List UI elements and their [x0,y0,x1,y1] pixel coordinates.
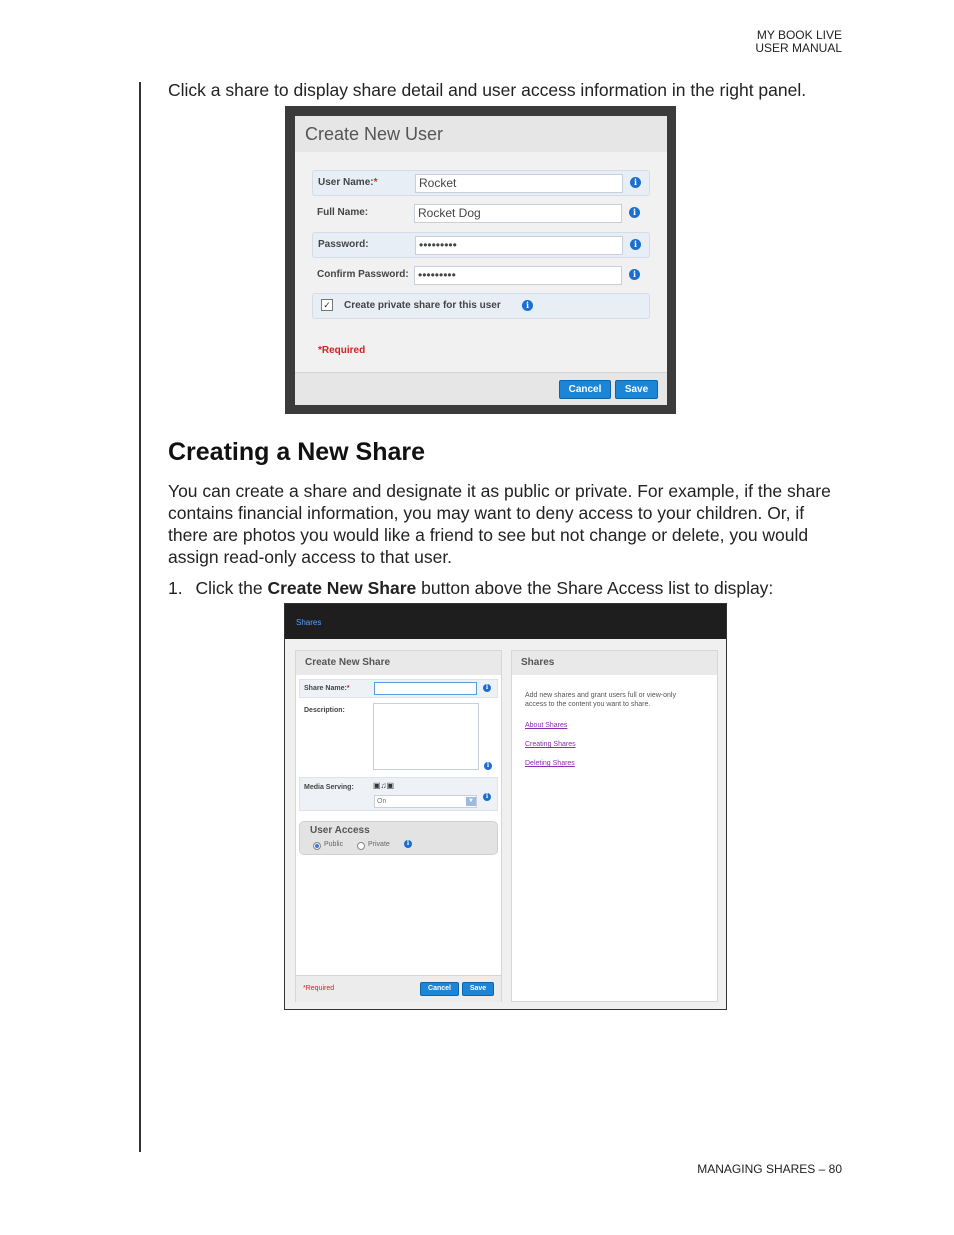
footer-section: MANAGING SHARES [697,1162,816,1176]
info-icon[interactable]: i [483,793,491,801]
create-user-screenshot [285,106,676,414]
media-serving-row [299,777,498,811]
password-row [312,232,650,258]
shares-tab[interactable]: Shares [296,618,322,627]
media-serving-select[interactable]: On [374,795,477,808]
create-share-panel [295,650,502,1002]
create-share-button-bar [296,975,501,1002]
step-text-bold: Create New Share [267,578,417,598]
margin-rule [139,82,141,1152]
creating-shares-link[interactable]: Creating Shares [525,741,576,748]
share-name-input[interactable] [374,682,477,695]
full-name-row [312,201,648,225]
info-icon[interactable]: i [630,177,641,188]
full-name-input[interactable]: Rocket Dog [414,204,622,223]
section-body: You can create a share and designate it as public or private. For example, if the share contains financial information, you may want to deny access to your children. Or, if there are photos you would like a friend to see but not change or delete, you would assign read-only access to that user. [168,481,831,567]
private-label: Private [368,841,390,848]
cancel-button[interactable]: Cancel [559,380,611,399]
header-line-1: MY BOOK LIVE [756,28,842,42]
confirm-password-input[interactable]: ••••••••• [414,266,622,285]
cancel-button[interactable]: Cancel [420,982,459,996]
public-label: Public [324,841,344,848]
section-heading: Creating a New Share [168,438,426,466]
create-user-button-bar [295,372,667,405]
user-name-input[interactable]: Rocket [415,174,623,193]
shares-help-text: Add new shares and grant users full or view-only access to the content you want to share. [525,692,676,708]
create-share-screenshot [284,603,727,1010]
intro-paragraph: Click a share to display share detail and user access information in the right panel. [168,80,807,100]
password-label: Password: [318,239,369,250]
private-share-row [312,293,650,319]
info-icon[interactable]: i [484,762,492,770]
create-user-panel [295,116,667,404]
confirm-password-label: Confirm Password: [317,269,409,280]
save-button[interactable]: Save [462,982,494,996]
description-textarea[interactable] [373,703,479,770]
create-user-title: Create New User [295,116,667,152]
description-label: Description: [304,707,345,714]
private-radio[interactable] [357,842,365,850]
share-name-row [299,679,498,698]
media-serving-label: Media Serving: [304,784,354,791]
create-share-title: Create New Share [296,651,501,675]
share-name-label: Share Name:* [304,685,350,692]
password-input[interactable]: ••••••••• [415,236,623,255]
user-access-title: User Access [310,825,370,836]
info-icon[interactable]: i [522,300,533,311]
full-name-label: Full Name: [317,207,369,218]
info-icon[interactable]: i [629,269,640,280]
info-icon[interactable]: i [630,239,641,250]
media-type-icons: ▣♫▣ [373,781,395,790]
user-name-label: User Name:* [318,177,378,188]
info-icon[interactable]: i [629,207,640,218]
private-share-label: Create private share for this user [344,300,501,311]
top-bar [285,604,726,639]
info-icon[interactable]: i [483,684,491,692]
save-button[interactable]: Save [615,380,658,399]
step-text-pre: Click the [195,578,268,598]
info-icon[interactable]: i [404,840,412,848]
user-access-box [299,821,498,855]
confirm-password-row [312,263,648,287]
step-text-post: button above the Share Access list to display: [416,578,774,598]
shares-help-panel [511,650,718,1002]
user-name-row [312,170,650,196]
chevron-down-icon[interactable]: ▼ [466,797,476,806]
about-shares-link[interactable]: About Shares [525,722,568,729]
step-number: 1. [168,578,183,598]
page-number: 80 [828,1162,842,1176]
running-header [755,29,842,55]
header-line-2: USER MANUAL [755,41,842,55]
step-1 [168,577,848,599]
public-radio[interactable] [313,842,321,850]
private-share-checkbox[interactable]: ✓ [321,299,333,311]
shares-help-title: Shares [512,651,717,675]
required-note: *Required [303,985,335,992]
footer-separator: – [815,1162,829,1176]
required-note: *Required [318,345,366,356]
running-footer [697,1162,842,1176]
deleting-shares-link[interactable]: Deleting Shares [525,760,575,767]
